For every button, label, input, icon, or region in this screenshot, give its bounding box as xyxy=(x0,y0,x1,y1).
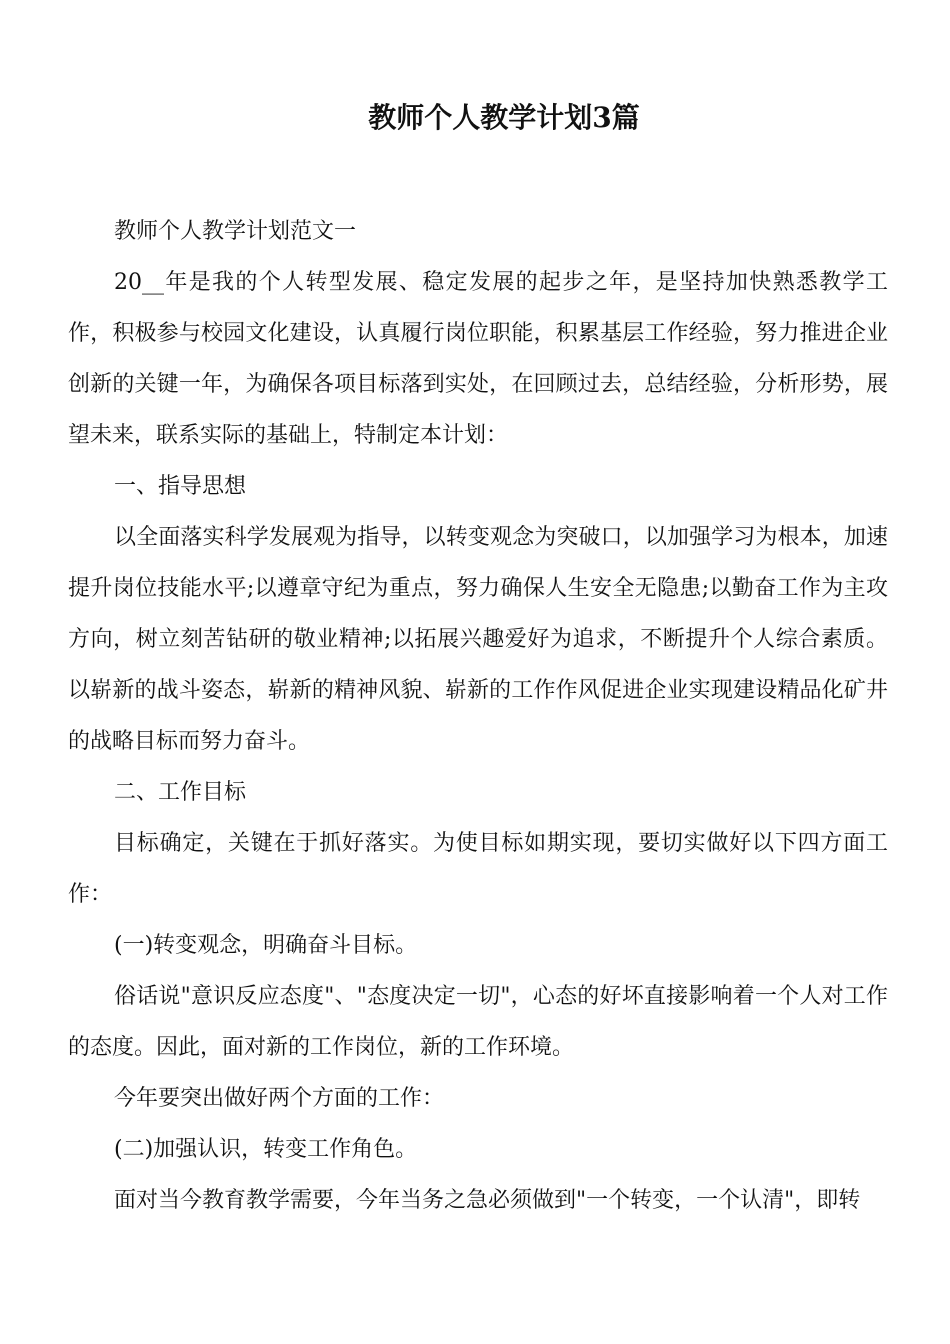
document-body xyxy=(68,206,888,1226)
subheading-change-concepts: (一)转变观念，明确奋斗目标。 xyxy=(114,933,418,958)
subheading-strengthen-awareness: (二)加强认识，转变工作角色。 xyxy=(114,1137,418,1162)
paragraph-current-needs: 面对当今教育教学需要，今年当务之急必须做到"一个转变，一个认清"，即转 xyxy=(114,1188,861,1213)
paragraph-intro: 20__年是我的个人转型发展、稳定发展的起步之年，是坚持加快熟悉教学工作，积极参与校园文化建设，认真履行岗位职能，积累基层工作经验，努力推进企业创新的关键一年，为确保各项目标落到实处，在回顾过去，总结经验，分析形势，展望未来，联系实际的基础上，特制定本计划： xyxy=(68,270,888,448)
document-title: 教师个人教学计划3篇 xyxy=(368,101,640,134)
paragraph-guiding-ideology: 以全面落实科学发展观为指导，以转变观念为突破口，以加强学习为根本，加速提升岗位技能水平;以遵章守纪为重点，努力确保人生安全无隐患;以勤奋工作为主攻方向，树立刻苦钻研的敬业精神;以拓展兴趣爱好为追求，不断提升个人综合素质。以崭新的战斗姿态，崭新的精神风貌、崭新的工作作风促进企业实现建设精品化矿井的战略目标而努力奋斗。 xyxy=(68,525,888,754)
paragraph-two-aspects: 今年要突出做好两个方面的工作： xyxy=(114,1086,445,1111)
section-heading-work-goals: 二、工作目标 xyxy=(114,780,247,805)
paragraph-work-goals: 目标确定，关键在于抓好落实。为使目标如期实现，要切实做好以下四方面工作： xyxy=(68,831,888,907)
paragraph-subtitle: 教师个人教学计划范文一 xyxy=(114,219,357,244)
section-heading-guiding-ideology: 一、指导思想 xyxy=(114,474,247,499)
paragraph-attitude: 俗话说"意识反应态度"、"态度决定一切"，心态的好坏直接影响着一个人对工作的态度。因此，面对新的工作岗位，新的工作环境。 xyxy=(68,984,888,1060)
